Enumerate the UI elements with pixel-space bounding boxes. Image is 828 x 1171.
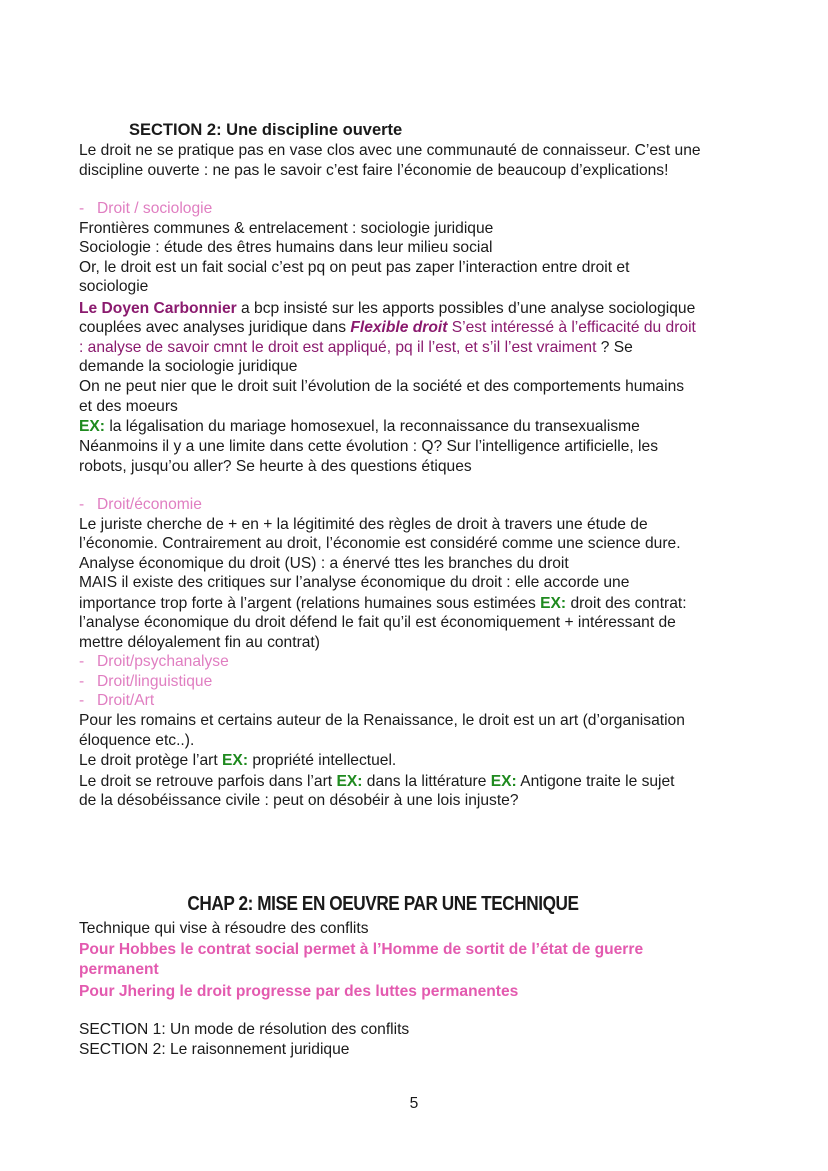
section-1-link: SECTION 1: Un mode de résolution des conflits [79,1021,410,1038]
paragraph-line: de la désobéissance civile : peut on désobéir à une lois injuste? [79,792,519,809]
text-span: la légalisation du mariage homosexuel, la reconnaissance du transexualisme [105,418,640,435]
paragraph-line: MAIS il existe des critiques sur l’analyse économique du droit : elle accorde une [79,574,630,591]
paragraph-line: l’économie. Contrairement au droit, l’économie est considéré comme une science dure. [79,535,681,552]
jhering-line: Pour Jhering le droit progresse par des luttes permanentes [79,983,519,1000]
text-span: propriété intellectuel. [248,752,397,769]
section-2-title: SECTION 2: Une discipline ouverte [129,121,403,139]
section-2-link: SECTION 2: Le raisonnement juridique [79,1041,350,1058]
dash-bullet-icon: - [79,653,85,670]
text-span: dans la littérature [362,773,491,790]
paragraph-line [79,299,695,318]
bullet-label: Droit/économie [97,496,202,513]
bullet-heading-linguistique [79,672,212,691]
text-span: Antigone traite le sujet [516,773,675,790]
chapter-2-title: CHAP 2: MISE EN OEUVRE PAR UNE TECHNIQUE [187,893,579,915]
paragraph-line: Le juriste cherche de + en + la légitimité des règles de droit à travers une étude de [79,516,648,533]
paragraph-line: On ne peut nier que le droit suit l’évolution de la société et des comportements humains [79,378,685,395]
book-title: Flexible droit [350,319,448,336]
example-label: EX: [79,418,105,435]
paragraph-line: Frontières communes & entrelacement : sociologie juridique [79,220,494,237]
example-label: EX: [222,752,249,769]
paragraph-line: Sociologie : étude des êtres humains dans leur milieu social [79,239,493,256]
example-label: EX: [490,773,517,790]
example-label: EX: [336,773,363,790]
text-span: ? Se [596,339,633,356]
paragraph-line: robots, jusqu’ou aller? Se heurte à des questions étiques [79,458,472,475]
paragraph-line: Néanmoins il y a une limite dans cette évolution : Q? Sur l’intelligence artificielle, les [79,438,658,455]
bullet-label: Droit/psychanalyse [97,653,229,670]
text-span: droit des contrat: [566,595,687,612]
text-span: : analyse de savoir cmnt le droit est appliqué, pq il l’est, et s’il l’est vraiment [79,339,597,356]
paragraph-line [79,338,633,357]
paragraph-line: discipline ouverte : ne pas le savoir c’est faire l’économie de beaucoup d’explications! [79,162,669,179]
bullet-heading-sociologie [79,199,212,218]
paragraph-line [79,751,396,770]
paragraph-line: demande la sociologie juridique [79,358,298,375]
paragraph-line [79,594,687,613]
carbonnier-name: Le Doyen Carbonnier [79,300,237,317]
paragraph-line: Analyse économique du droit (US) : a énervé ttes les branches du droit [79,555,569,572]
dash-bullet-icon: - [79,496,85,513]
bullet-heading-art [79,691,154,710]
bullet-heading-economie [79,495,202,514]
paragraph-line: mettre déloyalement fin au contrat) [79,634,320,651]
text-span: S’est intéressé à l’efficacité du droit [447,319,696,336]
paragraph-line: l’analyse économique du droit défend le fait qu’il est économiquement + intéressant de [79,614,676,631]
text-span: Le droit protège l’art [79,752,223,769]
paragraph-line: Or, le droit est un fait social c’est pq on peut pas zaper l’interaction entre droit et [79,259,630,276]
paragraph-line: Technique qui vise à résoudre des conflits [79,920,369,937]
bullet-heading-psychanalyse [79,652,229,671]
paragraph-line: et des moeurs [79,398,178,415]
text-span: couplées avec analyses juridique dans [79,319,351,336]
dash-bullet-icon: - [79,673,85,690]
bullet-label: Droit/Art [97,692,155,709]
dash-bullet-icon: - [79,200,85,217]
bullet-label: Droit / sociologie [97,200,213,217]
paragraph-line: éloquence etc..). [79,732,195,749]
paragraph-line [79,417,640,436]
page-number: 5 [409,1095,419,1112]
paragraph-line [79,772,675,791]
dash-bullet-icon: - [79,692,85,709]
hobbes-line: Pour Hobbes le contrat social permet à l’Homme de sortit de l’état de guerre [79,941,644,958]
paragraph-line: Pour les romains et certains auteur de la Renaissance, le droit est un art (d’organisation [79,712,685,729]
paragraph-line [79,318,696,337]
paragraph-line: sociologie [79,278,149,295]
text-span: importance trop forte à l’argent (relations humaines sous estimées [79,595,541,612]
paragraph-line: Le droit ne se pratique pas en vase clos avec une communauté de connaisseur. C’est une [79,142,701,159]
example-label: EX: [540,595,567,612]
bullet-label: Droit/linguistique [97,673,213,690]
text-span: a bcp insisté sur les apports possibles d’une analyse sociologique [236,300,696,317]
text-span: Le droit se retrouve parfois dans l’art [79,773,337,790]
hobbes-line: permanent [79,961,159,978]
